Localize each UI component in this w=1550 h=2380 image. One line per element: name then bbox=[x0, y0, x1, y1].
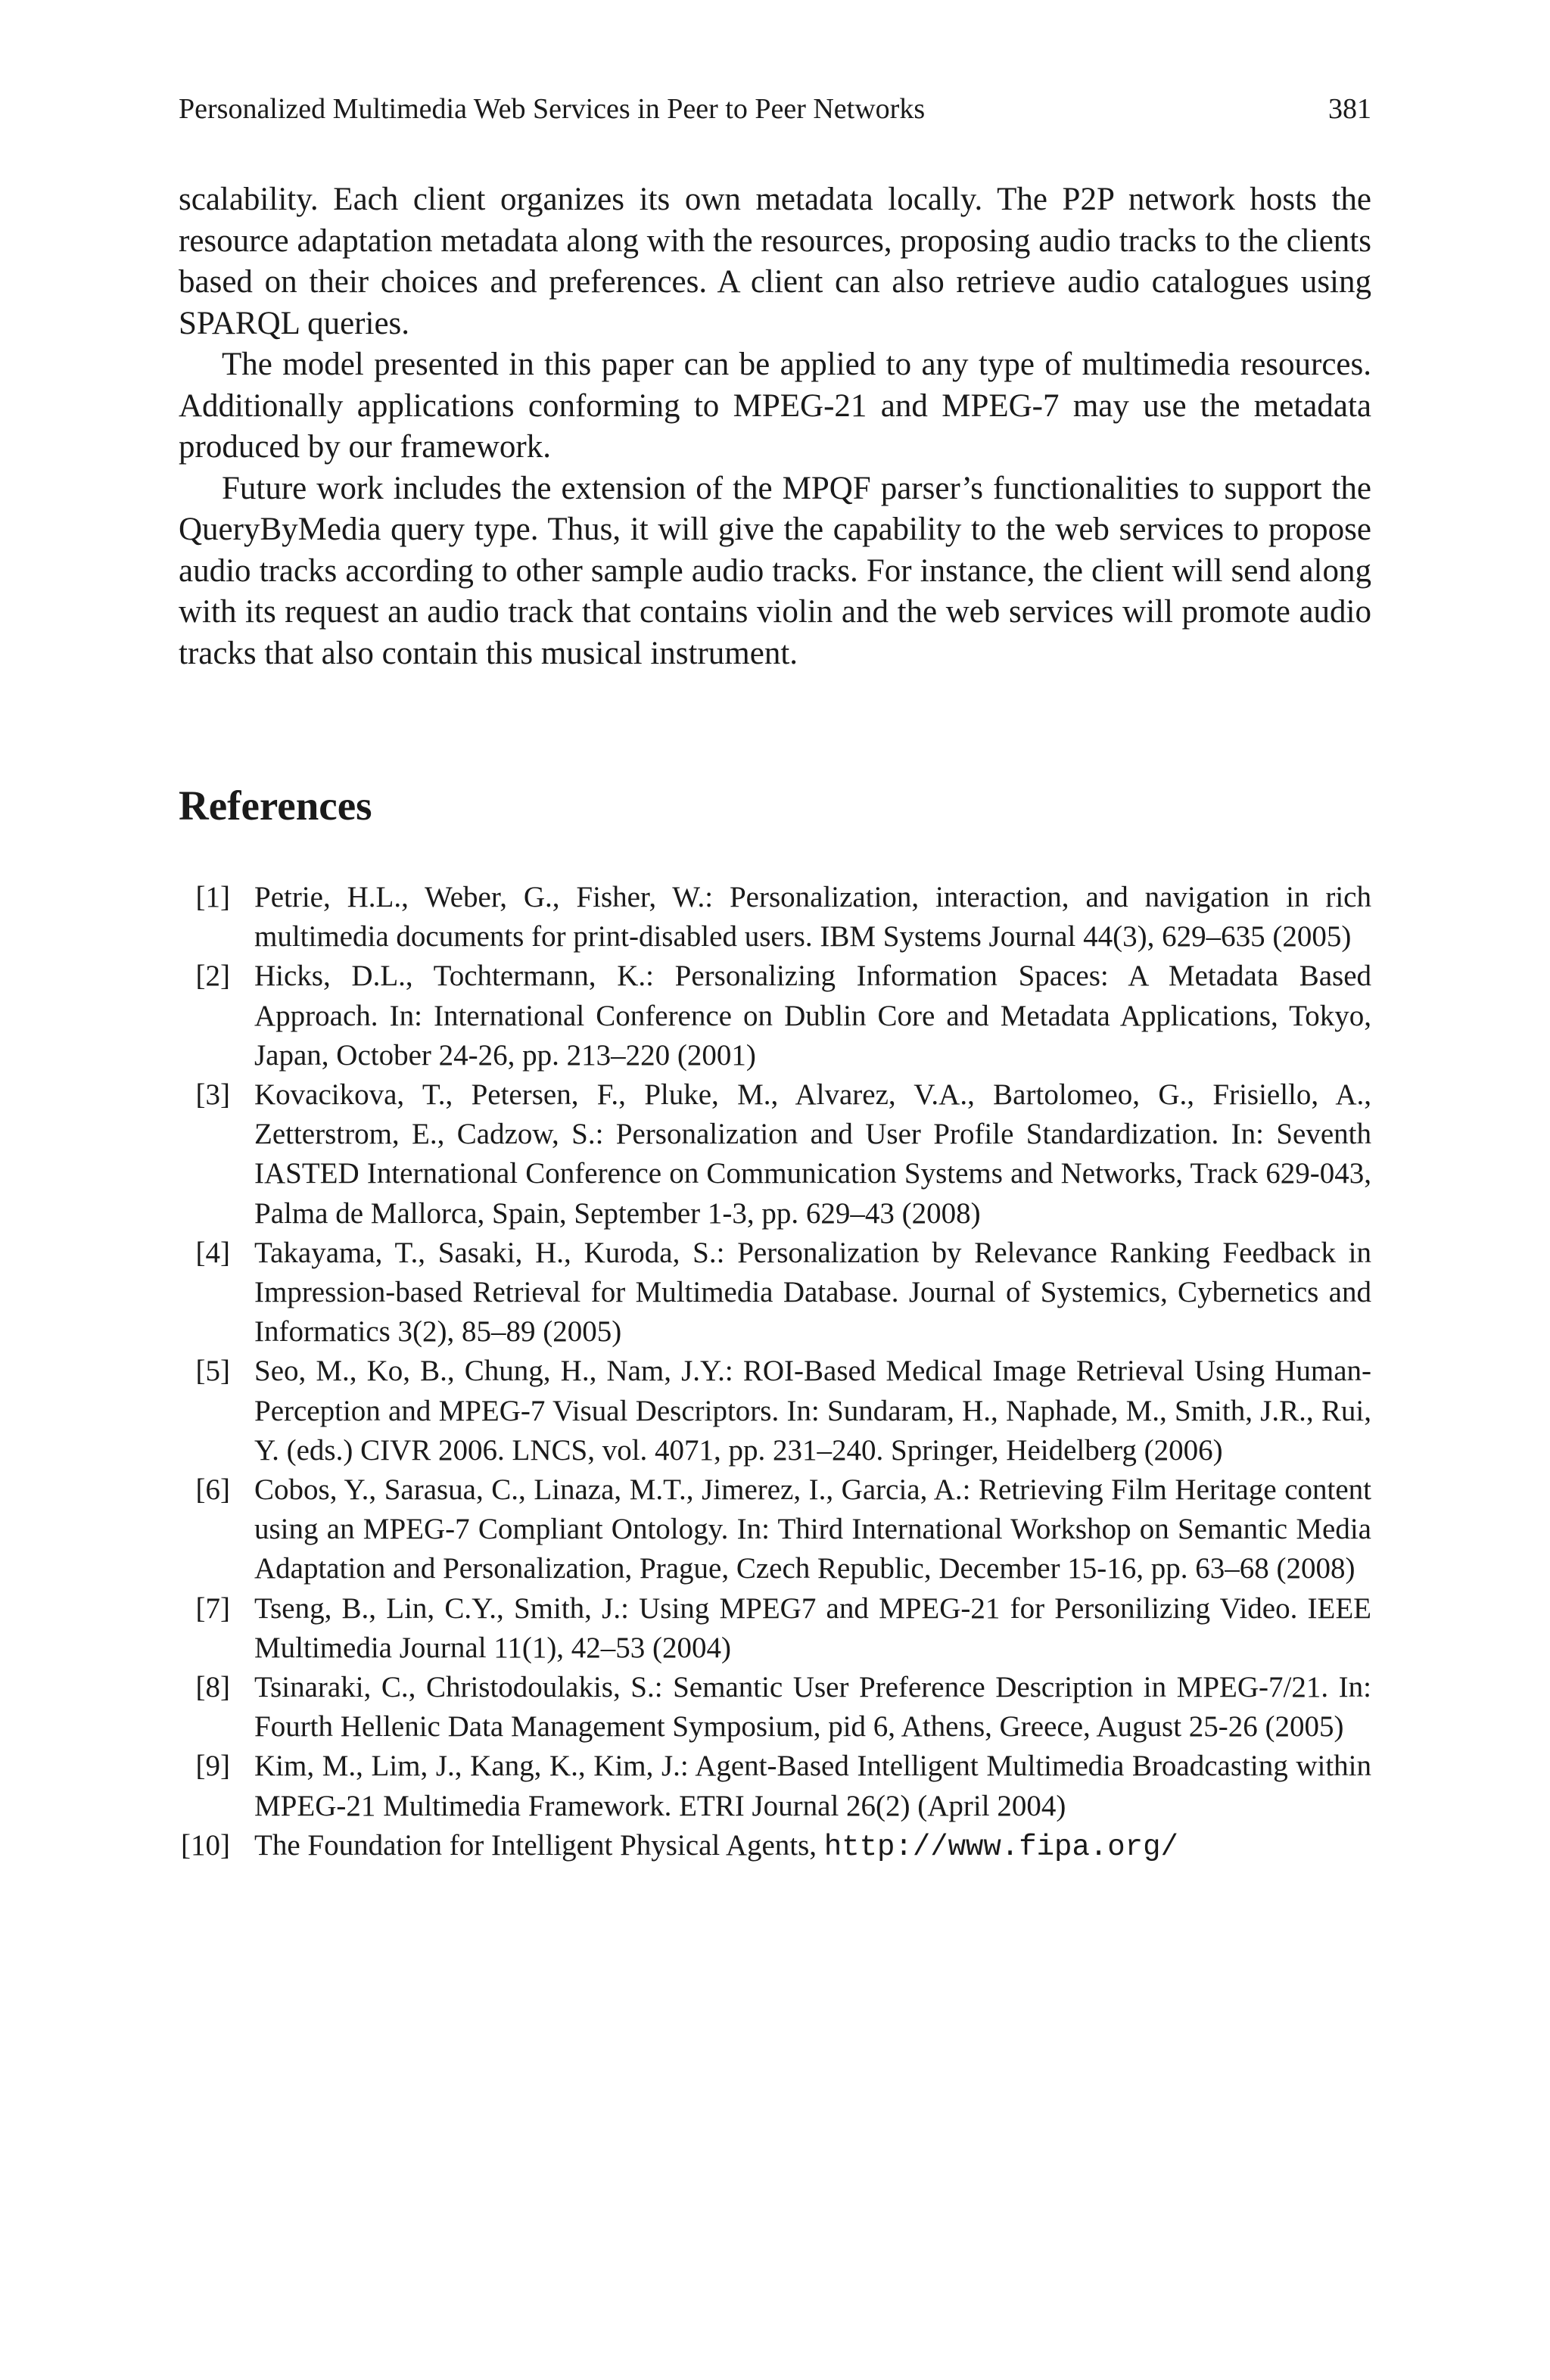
body-paragraph: scalability. Each client organizes its own metadata locally. The P2P network hosts the resource adaptation metadata along with the resources, proposing audio tracks to the clients based on their choices and preferences. A client can also retrieve audio catalogues using SPARQL queries. bbox=[179, 182, 1371, 341]
reference-text: Takayama, T., Sasaki, H., Kuroda, S.: Personalization by Relevance Ranking Feedback in Impression-based Retrieval for Multimedia Database. Journal of Systemics, Cybernetics and Informatics 3(2), 85–89 (2005) bbox=[254, 1236, 1371, 1349]
reference-item bbox=[179, 1234, 1371, 1352]
reference-text: Tseng, B., Lin, C.Y., Smith, J.: Using MPEG7 and MPEG-21 for Personilizing Video. IEEE Multimedia Journal 11(1), 42–53 (2004) bbox=[254, 1591, 1371, 1664]
reference-number: [4] bbox=[195, 1236, 230, 1269]
reference-text: The Foundation for Intelligent Physical Agents, bbox=[254, 1828, 824, 1862]
reference-number: [2] bbox=[195, 960, 230, 993]
reference-text: Cobos, Y., Sarasua, C., Linaza, M.T., Jimerez, I., Garcia, A.: Retrieving Film Heritage content using an MPEG-7 Compliant Ontology. In: Third International Workshop on Semantic Media Adaptation and Personalization, Prague, Czech Republic, December 15-16, pp. 63–68 (2008) bbox=[254, 1473, 1371, 1585]
reference-text: Petrie, H.L., Weber, G., Fisher, W.: Personalization, interaction, and navigation in rich multimedia documents for print-disabled users. IBM Systems Journal 44(3), 629–635 (2005) bbox=[254, 881, 1371, 954]
body-text bbox=[179, 179, 1371, 674]
reference-number: [8] bbox=[195, 1671, 230, 1704]
reference-number: [5] bbox=[195, 1355, 230, 1388]
reference-number: [6] bbox=[195, 1473, 230, 1507]
reference-number: [10] bbox=[181, 1828, 230, 1862]
running-title: Personalized Multimedia Web Services in Peer to Peer Networks bbox=[179, 93, 926, 125]
reference-item bbox=[179, 1352, 1371, 1470]
reference-item bbox=[179, 957, 1371, 1075]
reference-item bbox=[179, 1589, 1371, 1668]
reference-number: [3] bbox=[195, 1078, 230, 1112]
reference-list bbox=[179, 878, 1371, 1867]
page-number: 381 bbox=[1328, 93, 1371, 125]
reference-item bbox=[179, 1668, 1371, 1747]
reference-item bbox=[179, 1826, 1371, 1867]
reference-number: [9] bbox=[195, 1750, 230, 1783]
reference-text: Kim, M., Lim, J., Kang, K., Kim, J.: Agent-Based Intelligent Multimedia Broadcasting within MPEG-21 Multimedia Framework. ETRI Journal 26(2) (April 2004) bbox=[254, 1750, 1371, 1822]
body-paragraph: The model presented in this paper can be applied to any type of multimedia resources. Additionally applications conforming to MPEG-21 and MPEG-7 may use the metadata produced by our framework. bbox=[179, 347, 1371, 465]
reference-text: Kovacikova, T., Petersen, F., Pluke, M., Alvarez, V.A., Bartolomeo, G., Frisiello, A., Zetterstrom, E., Cadzow, S.: Personalization and User Profile Standardization. In: Seventh IASTED International Conference on Communication Systems and Networks, Track 629-043, Palma de Mallorca, Spain, September 1-3, pp. 629–43 (2008) bbox=[254, 1078, 1371, 1230]
reference-item bbox=[179, 878, 1371, 957]
reference-item bbox=[179, 1470, 1371, 1589]
reference-number: [1] bbox=[195, 881, 230, 913]
references-heading: References bbox=[179, 782, 372, 829]
reference-item bbox=[179, 1747, 1371, 1825]
reference-url-link[interactable]: http://www.fipa.org/ bbox=[823, 1830, 1178, 1864]
reference-number: [7] bbox=[195, 1591, 230, 1625]
reference-text: Seo, M., Ko, B., Chung, H., Nam, J.Y.: ROI-Based Medical Image Retrieval Using Human-Perception and MPEG-7 Visual Descriptors. In: Sundaram, H., Naphade, M., Smith, J.R., Rui, Y. (eds.) CIVR 2006. LNCS, vol. 4071, pp. 231–240. Springer, Heidelberg (2006) bbox=[254, 1355, 1371, 1467]
reference-text: Tsinaraki, C., Christodoulakis, S.: Semantic User Preference Description in MPEG-7/21. In: Fourth Hellenic Data Management Symposium, pid 6, Athens, Greece, August 25-26 (2005) bbox=[254, 1671, 1371, 1744]
running-head bbox=[179, 89, 1371, 129]
body-paragraph: Future work includes the extension of the MPQF parser’s functionalities to support the QueryByMedia query type. Thus, it will give the capability to the web services to propose audio tracks according to other sample audio tracks. For instance, the client will send along with its request an audio track that contains violin and the web services will promote audio tracks that also contain this musical instrument. bbox=[179, 470, 1371, 671]
reference-text: Hicks, D.L., Tochtermann, K.: Personalizing Information Spaces: A Metadata Based Approach. In: International Conference on Dublin Core and Metadata Applications, Tokyo, Japan, October 24-26, pp. 213–220 (2001) bbox=[254, 960, 1371, 1072]
reference-item bbox=[179, 1075, 1371, 1234]
